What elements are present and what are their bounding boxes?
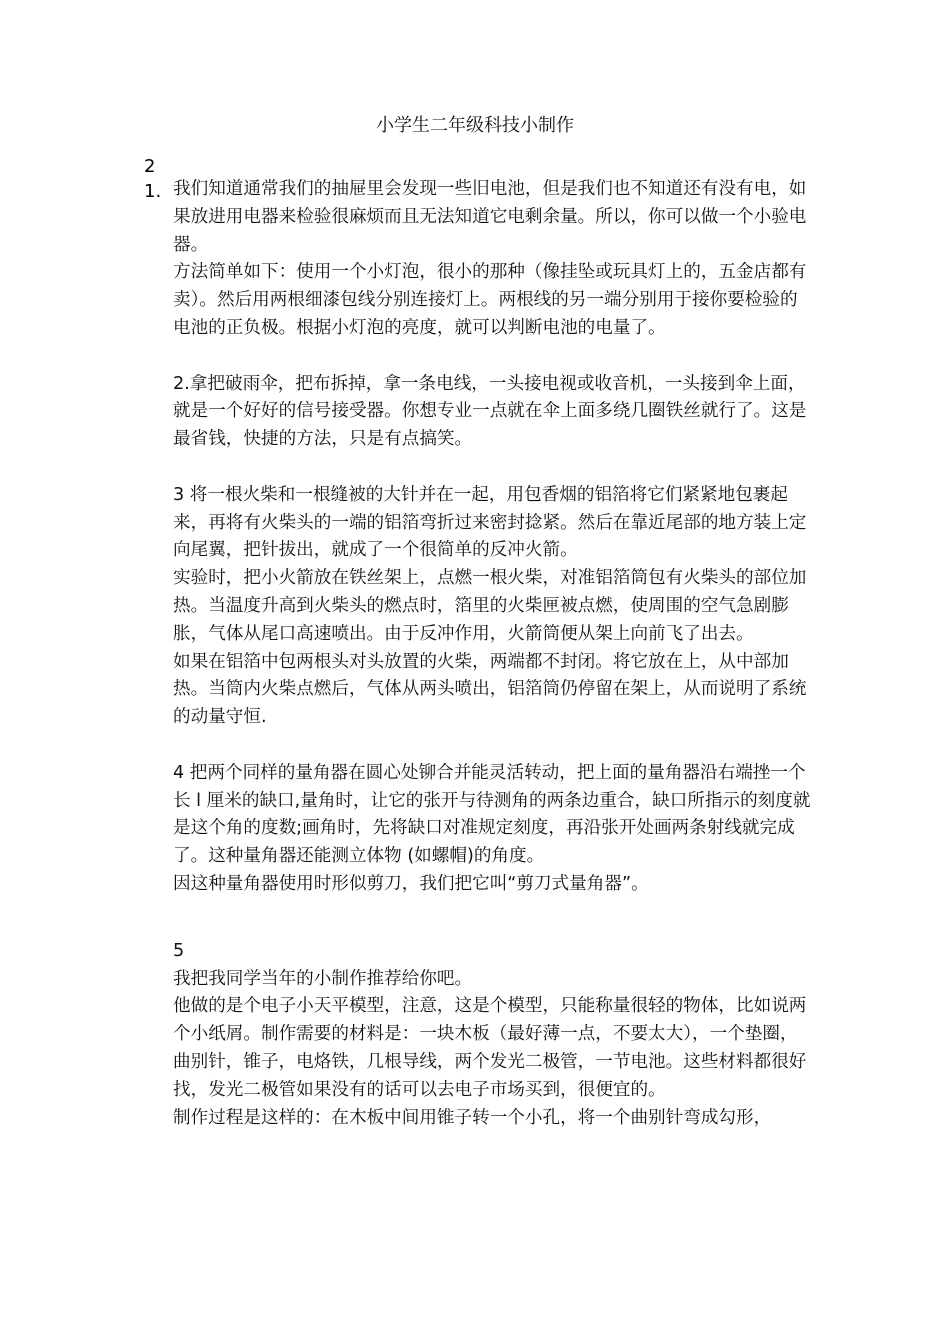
paragraph-gap: [173, 343, 813, 371]
paragraph: 如果在铝箔中包两根头对头放置的火柴，两端都不封闭。将它放在上，从中部加热。当筒内火柴点燃后，气体从两头喷出，铝箔筒仍停留在架上，从而说明了系统的动量守恒.: [173, 651, 807, 728]
paragraph: 方法简单如下：使用一个小灯泡，很小的那种（像挂坠或玩具灯上的，五金店都有卖）。然后用两根细漆包线分别连接灯上。两根线的另一端分别用于接你要检验的电池的正负极。根据小灯泡的亮度，就可以判断电池的电量了。: [173, 262, 807, 338]
paragraph: 3 将一根火柴和一根缝被的大针并在一起，用包香烟的铝箔将它们紧紧地包裹起来，再将有火柴头的一端的铝箔弯折过来密封捻紧。然后在靠近尾部的地方装上定向尾翼，把针拔出，就成了一个很简单的反冲火箭。: [173, 484, 807, 561]
page-number: 2: [144, 156, 156, 177]
paragraph: 制作过程是这样的：在木板中间用锥子转一个小孔，将一个曲别针弯成勾形，: [173, 1107, 772, 1128]
section-number: 5: [173, 940, 185, 961]
paragraph-gap: [173, 899, 813, 938]
paragraph: 我们知道通常我们的抽屉里会发现一些旧电池，但是我们也不知道还有没有电，如果放进用电器来检验很麻烦而且无法知道它电剩余量。所以，你可以做一个小验电器。: [173, 179, 807, 255]
document-title: 小学生二年级科技小制作: [376, 115, 574, 136]
paragraph: 实验时，把小火箭放在铁丝架上，点燃一根火柴，对准铝箔筒包有火柴头的部位加热。当温度升高到火柴头的燃点时，箔里的火柴匣被点燃，使周围的空气急剧膨胀，气体从尾口高速喷出。由于反冲作用，火箭筒便从架上向前飞了出去。: [173, 568, 807, 644]
paragraph: 2.拿把破雨伞，把布拆掉，拿一条电线，一头接电视或收音机，一头接到伞上面，就是一个好好的信号接受器。你想专业一点就在伞上面多绕几圈铁丝就行了。这是最省钱，快捷的方法，只是有点搞笑。: [173, 373, 807, 450]
paragraph: 我把我同学当年的小制作推荐给你吧。: [173, 968, 473, 989]
document-body: [173, 176, 813, 1132]
paragraph: 4 把两个同样的量角器在圆心处铆合并能灵活转动，把上面的量角器沿右端挫一个长 l 厘米的缺口,量角时，让它的张开与待测角的两条边重合，缺口所指示的刻度就是这个角的度数;画角时，先将缺口对准规定刻度，再沿张开处画两条射线就完成了。这种量角器还能测立体物 (如螺帽)的角度。: [173, 762, 811, 867]
list-number: 1.: [144, 181, 162, 202]
paragraph: 他做的是个电子小天平模型，注意，这是个模型，只能称量很轻的物体，比如说两个小纸屑。制作需要的材料是：一块木板（最好薄一点，不要太大），一个垫圈，曲别针，锥子，电烙铁，几根导线，两个发光二极管，一节电池。这些材料都很好找，发光二极管如果没有的话可以去电子市场买到，很便宜的。: [173, 996, 807, 1100]
paragraph-gap: [173, 732, 813, 760]
paragraph: 因这种量角器使用时形似剪刀，我们把它叫“剪刀式量角器”。: [173, 873, 649, 894]
paragraph-gap: [173, 454, 813, 482]
